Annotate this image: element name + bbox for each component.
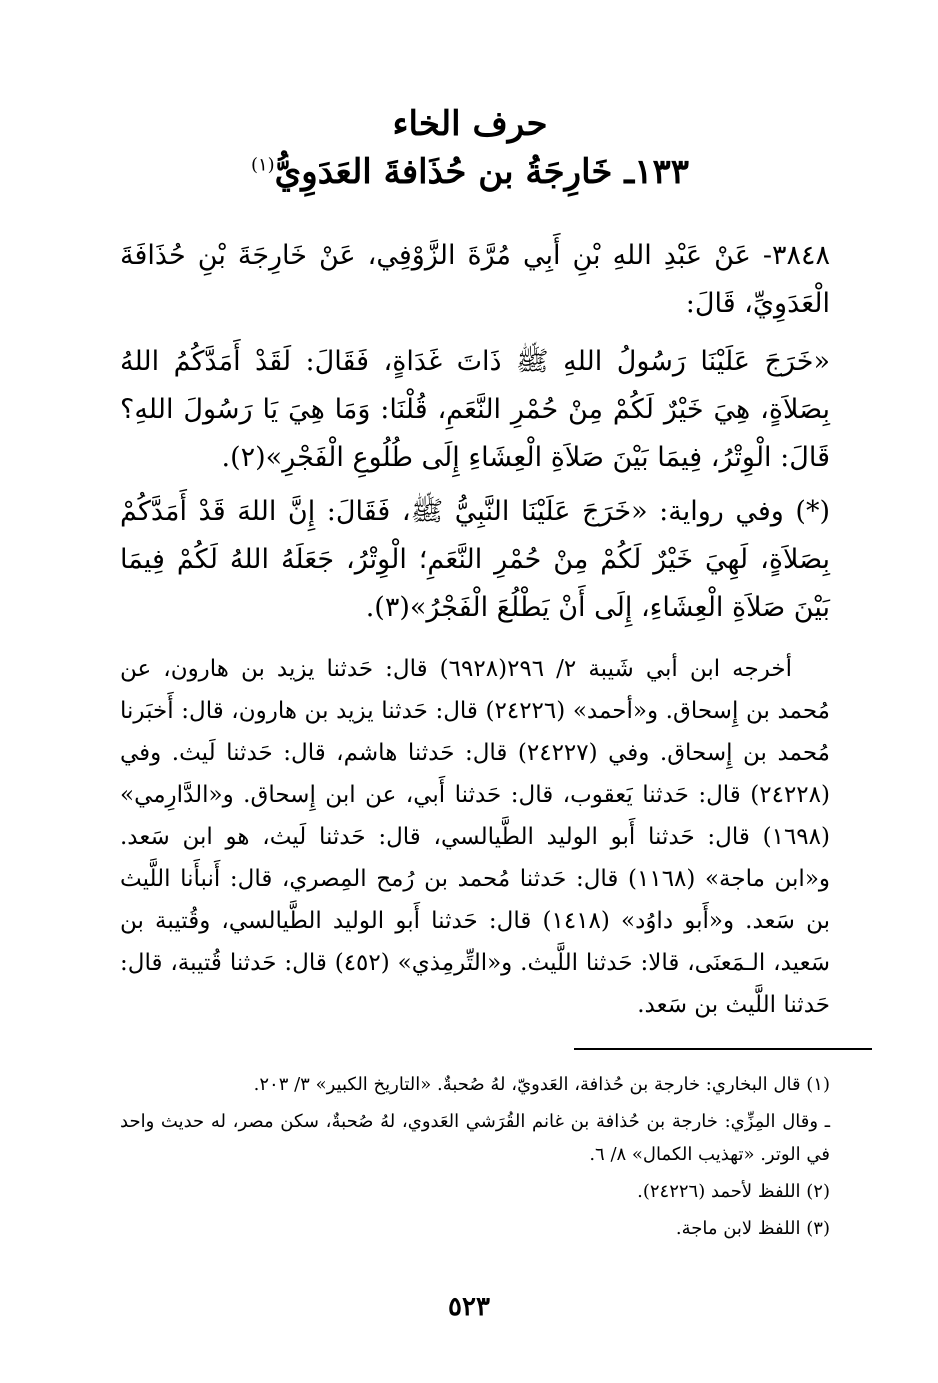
entry-name: خَارِجَةُ بن حُذَافةَ العَدَوِيُّ [274,152,613,192]
page-number: ٥٢٣ [448,1292,490,1322]
entry-number: ١٣٣ـ [624,152,690,192]
footnote-2: (٢) اللفظ لأحمد (٢٤٢٢٦). [637,1181,830,1202]
alternate-narration: (*) وفي رواية: «خَرَجَ عَلَيْنَا النَّبِيُّ ﷺ، فَقَالَ: إِنَّ اللهَ قَدْ أَمَدَّكُمْ بِصَلاَةٍ، لَهِيَ خَيْرٌ لَكُمْ مِنْ حُمْرِ النَّعَمِ؛ الْوِتْرُ، جَعَلَهُ اللهُ لَكُمْ فِيمَا بَيْنَ صَلاَةِ الْعِشَاءِ، إِلَى أَنْ يَطْلُعَ الْفَجْرُ»(٣). [120,496,830,623]
hadith-chain: ٣٨٤٨- عَنْ عَبْدِ اللهِ بْنِ أَبِي مُرَّةَ الزَّوْفِي، عَنْ خَارِجَةَ بْنِ حُذَافَةَ الْعَدَوِيِّ، قَالَ: [120,240,831,319]
footnote-divider [574,1048,872,1050]
takhrij-paragraph: أخرجه ابن أبي شَيبة ٢/ ٢٩٦(٦٩٢٨) قال: حَدثنا يزيد بن هارون، عن مُحمد بن إِسحاق. و«أحمد» (٢٤٢٢٦) قال: حَدثنا يزيد بن هارون، قال: أَخبَرنا مُحمد بن إِسحاق. وفي (٢٤٢٢٧) قال: حَدثنا هاشم، قال: حَدثنا لَيث. وفي (٢٤٢٢٨) قال: حَدثنا يَعقوب، قال: حَدثنا أَبي، عن ابن إِسحاق. و«الدَّارِمي» (١٦٩٨) قال: حَدثنا أَبو الوليد الطَّيالسي، قال: حَدثنا لَيث، هو ابن سَعد. و«ابن ماجة» (١١٦٨) قال: حَدثنا مُحمد بن رُمح المِصري، قال: أَنبأَنا اللَّيث بن سَعد. و«أَبو داوُد» (١٤١٨) قال: حَدثنا أَبو الوليد الطَّيالسي، وقُتيبة بن سَعيد، الـمَعنَى، قالا: حَدثنا اللَّيث. و«التِّرمِذي» (٤٥٢) قال: حَدثنا قُتيبة، قال: حَدثنا اللَّيث بن سَعد. [120,656,830,1018]
footnote-3: (٣) اللفظ لابن ماجة. [675,1218,830,1239]
hadith-text: «خَرَجَ عَلَيْنَا رَسُولُ اللهِ ﷺ ذَاتَ غَدَاةٍ، فَقَالَ: لَقَدْ أَمَدَّكُمُ اللهُ بِصَلاَةٍ، هِيَ خَيْرٌ لَكُمْ مِنْ حُمْرِ النَّعَمِ، قُلْنَا: وَمَا هِيَ يَا رَسُولَ اللهِ؟ قَالَ: الْوِتْرُ، فِيمَا بَيْنَ صَلاَةِ الْعِشَاءِ إِلَى طُلُوعِ الْفَجْرِ»(٢). [120,346,830,473]
section-heading: حرف الخاء [392,104,548,144]
entry-heading [100,152,840,193]
footnote-1: (١) قال البخاري: خارجة بن حُذافة، العَدويّ، لهُ صُحبةٌ. «التاريخ الكبير» ٣/ ٢٠٣. [253,1074,830,1095]
footnote-marker: (١) [250,154,275,176]
footnotes [120,1068,830,1249]
footnote-1-continued: ـ وقال المِزِّي: خارجة بن حُذافة بن غانم القُرَشي العَدوي، لهُ صُحبةٌ، سكن مصر، له حديث واحد في الوتر. «تهذيب الكمال» ٨/ ٦. [120,1111,830,1165]
